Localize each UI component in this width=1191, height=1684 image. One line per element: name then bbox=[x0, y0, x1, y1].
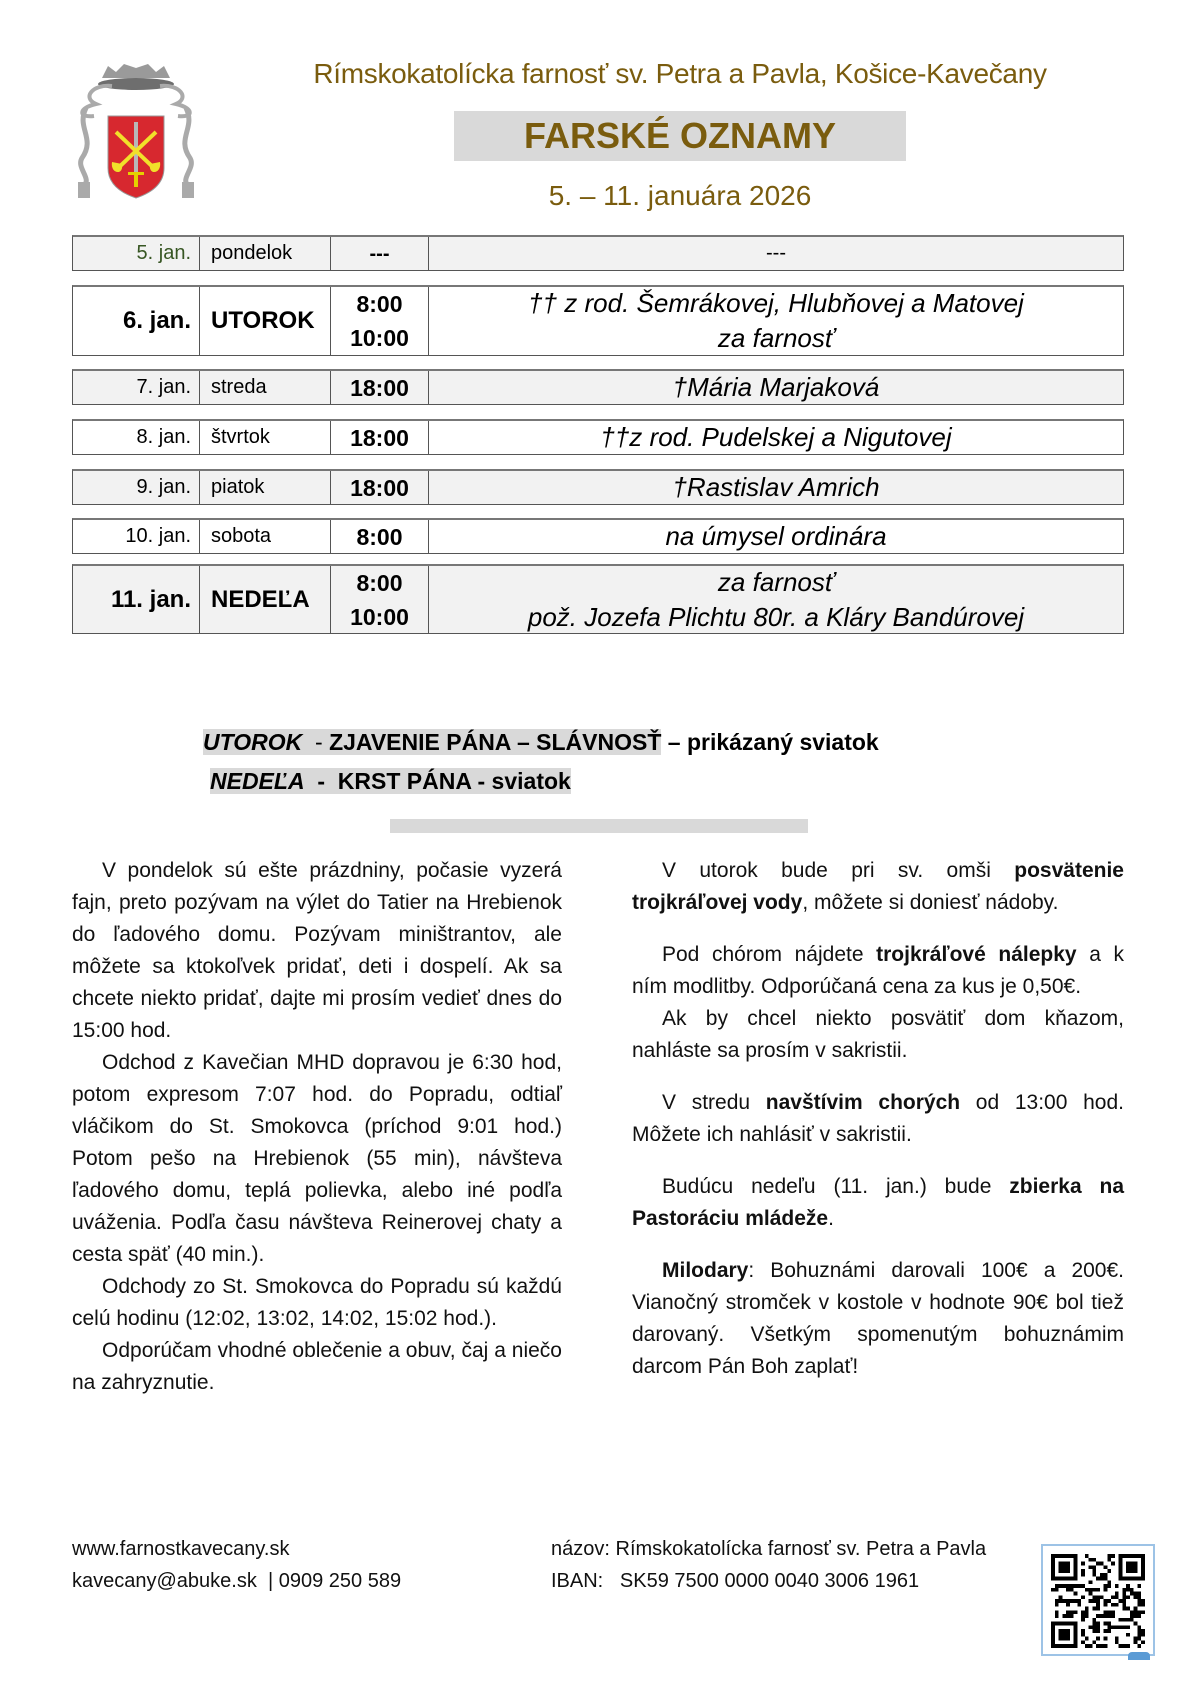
feast-suffix: – prikázaný sviatok bbox=[661, 729, 879, 755]
schedule-day: NEDEĽA bbox=[200, 566, 331, 633]
announcement-paragraph bbox=[632, 1255, 1124, 1383]
schedule-row bbox=[72, 564, 1124, 634]
feast-name: KRST PÁNA - sviatok bbox=[337, 768, 571, 794]
schedule-date: 10. jan. bbox=[73, 520, 200, 553]
footer-bank bbox=[551, 1533, 986, 1597]
mass-time: 8:00 bbox=[356, 291, 403, 317]
schedule-times bbox=[331, 471, 429, 504]
announcement-paragraph bbox=[632, 855, 1124, 919]
iban-label: IBAN: bbox=[551, 1570, 604, 1592]
mass-time: 18:00 bbox=[350, 474, 409, 501]
announcement-paragraph bbox=[632, 1003, 1124, 1067]
announcement-highlight: zbierka na Pastoráciu mládeže bbox=[632, 1175, 1125, 1230]
mass-time: 8:00 bbox=[356, 569, 403, 596]
feast-tuesday bbox=[203, 729, 879, 756]
schedule-day: štvrtok bbox=[200, 421, 331, 454]
announcement-paragraph: Odchod z Kavečian MHD dopravou je 6:30 hod, potom expresom 7:07 hod. do Popradu, odtiaľ vláčikom do St. Smokovca (príchod 9:01 hod.) Potom pešo na Hrebienok (55 min), návšteva ľadového domu, teplá polievka, alebo iné podľa uváženia. Podľa času návšteva Reinerovej chaty a cesta späť (40 min.). bbox=[72, 1051, 562, 1266]
parish-name: Rímskokatolícka farnosť sv. Petra a Pavla, Košice-Kavečany bbox=[313, 58, 1047, 89]
mass-intention: --- bbox=[766, 242, 786, 264]
feast-name: ZJAVENIE PÁNA – SLÁVNOSŤ bbox=[329, 729, 662, 755]
mass-time: 10:00 bbox=[350, 603, 409, 630]
schedule-date: 5. jan. bbox=[73, 237, 200, 270]
schedule-row bbox=[72, 369, 1124, 405]
schedule-day: pondelok bbox=[200, 237, 331, 270]
schedule-row bbox=[72, 469, 1124, 505]
announcement-paragraph bbox=[632, 1087, 1124, 1151]
announcement-paragraph: V pondelok sú ešte prázdniny, počasie vyzerá fajn, preto pozývam na výlet do Tatier na Hrebienok do ľadového domu. Pozývam miništrantov, ale môžete sa ktokoľvek pridať, deti i dospelí. Ak sa chcete niekto pridať, dajte mi prosím vedieť dnes do 15:00 hod. bbox=[72, 859, 562, 1042]
schedule-day: piatok bbox=[200, 471, 331, 504]
schedule-intentions bbox=[429, 371, 1123, 404]
schedule-intentions bbox=[429, 566, 1123, 633]
website-link[interactable]: www.farnostkavecany.sk bbox=[72, 1538, 290, 1560]
feast-sunday bbox=[210, 768, 571, 795]
mass-intention: pož. Jozefa Plichtu 80r. a Kláry Bandúrovej bbox=[527, 601, 1025, 632]
mass-intention: za farnosť bbox=[717, 323, 835, 353]
announcement-highlight: Milodary bbox=[662, 1259, 749, 1282]
name-label: názov: bbox=[551, 1538, 610, 1560]
schedule-date: 9. jan. bbox=[73, 471, 200, 504]
announcement-text: : Bohuznámi darovali 100€ a 200€. Vianočný stromček v kostole v hodnote 90€ bol tiež darovaný. Všetkým spomenutým bohuznámim darcom Pán Boh zaplať! bbox=[632, 1259, 1124, 1378]
schedule-date: 7. jan. bbox=[73, 371, 200, 404]
schedule-intentions bbox=[429, 287, 1123, 355]
announcement-text: Ak by chcel niekto posvätiť dom kňazom, nahláste sa prosím v sakristii. bbox=[632, 1007, 1124, 1062]
mass-intention: †† z rod. Šemrákovej, Hlubňovej a Matovej bbox=[528, 288, 1024, 318]
announcements-left bbox=[72, 855, 562, 1399]
mass-time: 18:00 bbox=[350, 424, 409, 451]
announcement-text: Budúcu nedeľu (11. jan.) bude bbox=[662, 1175, 1010, 1198]
schedule-intentions bbox=[429, 520, 1123, 553]
feast-separator: - bbox=[302, 729, 330, 755]
announcement-highlight: navštívim chorých bbox=[765, 1091, 961, 1114]
announcement-paragraph: Odchody zo St. Smokovca do Popradu sú každú celú hodinu (12:02, 13:02, 14:02, 15:02 hod.). bbox=[72, 1275, 562, 1330]
schedule-day: UTOROK bbox=[200, 287, 331, 355]
announcement-text: , môžete si doniesť nádoby. bbox=[802, 891, 1059, 914]
schedule-times bbox=[331, 237, 429, 270]
announcement-highlight: posvätenie trojkráľovej vody bbox=[632, 859, 1124, 914]
announcement-text: Pod chórom nájdete bbox=[662, 943, 877, 966]
page-title: FARSKÉ OZNAMY bbox=[454, 111, 906, 161]
iban-value: SK59 7500 0000 0040 3006 1961 bbox=[619, 1570, 920, 1592]
schedule-times bbox=[331, 520, 429, 553]
schedule-day: streda bbox=[200, 371, 331, 404]
section-divider bbox=[390, 819, 808, 833]
mass-time: 8:00 bbox=[356, 523, 403, 550]
qr-code-icon bbox=[1041, 1544, 1155, 1656]
coat-of-arms-icon bbox=[72, 58, 200, 200]
mass-intention: †Rastislav Amrich bbox=[672, 472, 880, 502]
footer-contact bbox=[72, 1533, 401, 1597]
feast-separator: - bbox=[304, 768, 338, 794]
announcement-paragraph: Odporúčam vhodné oblečenie a obuv, čaj a niečo na zahryznutie. bbox=[72, 1339, 562, 1394]
schedule-intentions bbox=[429, 421, 1123, 454]
feast-day: NEDEĽA bbox=[210, 768, 305, 794]
announcements-right bbox=[632, 855, 1124, 1383]
schedule-date: 6. jan. bbox=[73, 287, 200, 355]
schedule-times bbox=[331, 371, 429, 404]
schedule-day: sobota bbox=[200, 520, 331, 553]
schedule-row bbox=[72, 235, 1124, 271]
schedule-times bbox=[331, 421, 429, 454]
feast-day: UTOROK bbox=[203, 729, 303, 755]
phone-separator: | bbox=[256, 1570, 279, 1592]
mass-time: 18:00 bbox=[350, 374, 409, 401]
email-link[interactable]: kavecany@abuke.sk bbox=[72, 1570, 257, 1592]
phone-number: 0909 250 589 bbox=[278, 1570, 402, 1592]
schedule-times bbox=[331, 566, 429, 633]
qr-frame-tab bbox=[1128, 1652, 1150, 1660]
mass-intention: za farnosť bbox=[717, 566, 835, 597]
announcement-text: V utorok bude pri sv. omši bbox=[662, 859, 1015, 882]
announcement-paragraph bbox=[632, 1171, 1124, 1235]
schedule-row bbox=[72, 518, 1124, 554]
mass-intention: †Mária Marjaková bbox=[672, 372, 880, 402]
announcement-text: . bbox=[828, 1207, 834, 1230]
announcement-paragraph bbox=[632, 939, 1124, 1003]
schedule-times bbox=[331, 287, 429, 355]
schedule-date: 11. jan. bbox=[73, 566, 200, 633]
announcement-text: a k ním modlitby. Odporúčaná cena za kus je 0,50€. bbox=[632, 943, 1124, 998]
schedule-intentions bbox=[429, 237, 1123, 270]
mass-time: --- bbox=[369, 242, 390, 265]
schedule-intentions bbox=[429, 471, 1123, 504]
mass-time: 10:00 bbox=[350, 325, 409, 351]
schedule-row bbox=[72, 285, 1124, 356]
schedule-date: 8. jan. bbox=[73, 421, 200, 454]
mass-intention: ††z rod. Pudelskej a Nigutovej bbox=[600, 422, 952, 452]
announcement-text: V stredu bbox=[662, 1091, 766, 1114]
date-range: 5. – 11. januára 2026 bbox=[548, 180, 812, 211]
schedule-row bbox=[72, 419, 1124, 455]
announcement-highlight: trojkráľové nálepky bbox=[876, 943, 1077, 966]
name-value: Rímskokatolícka farnosť sv. Petra a Pavla bbox=[615, 1538, 987, 1560]
mass-intention: na úmysel ordinára bbox=[665, 521, 887, 551]
announcement-text: od 13:00 hod. Môžete ich nahlásiť v sakristii. bbox=[632, 1091, 1124, 1146]
